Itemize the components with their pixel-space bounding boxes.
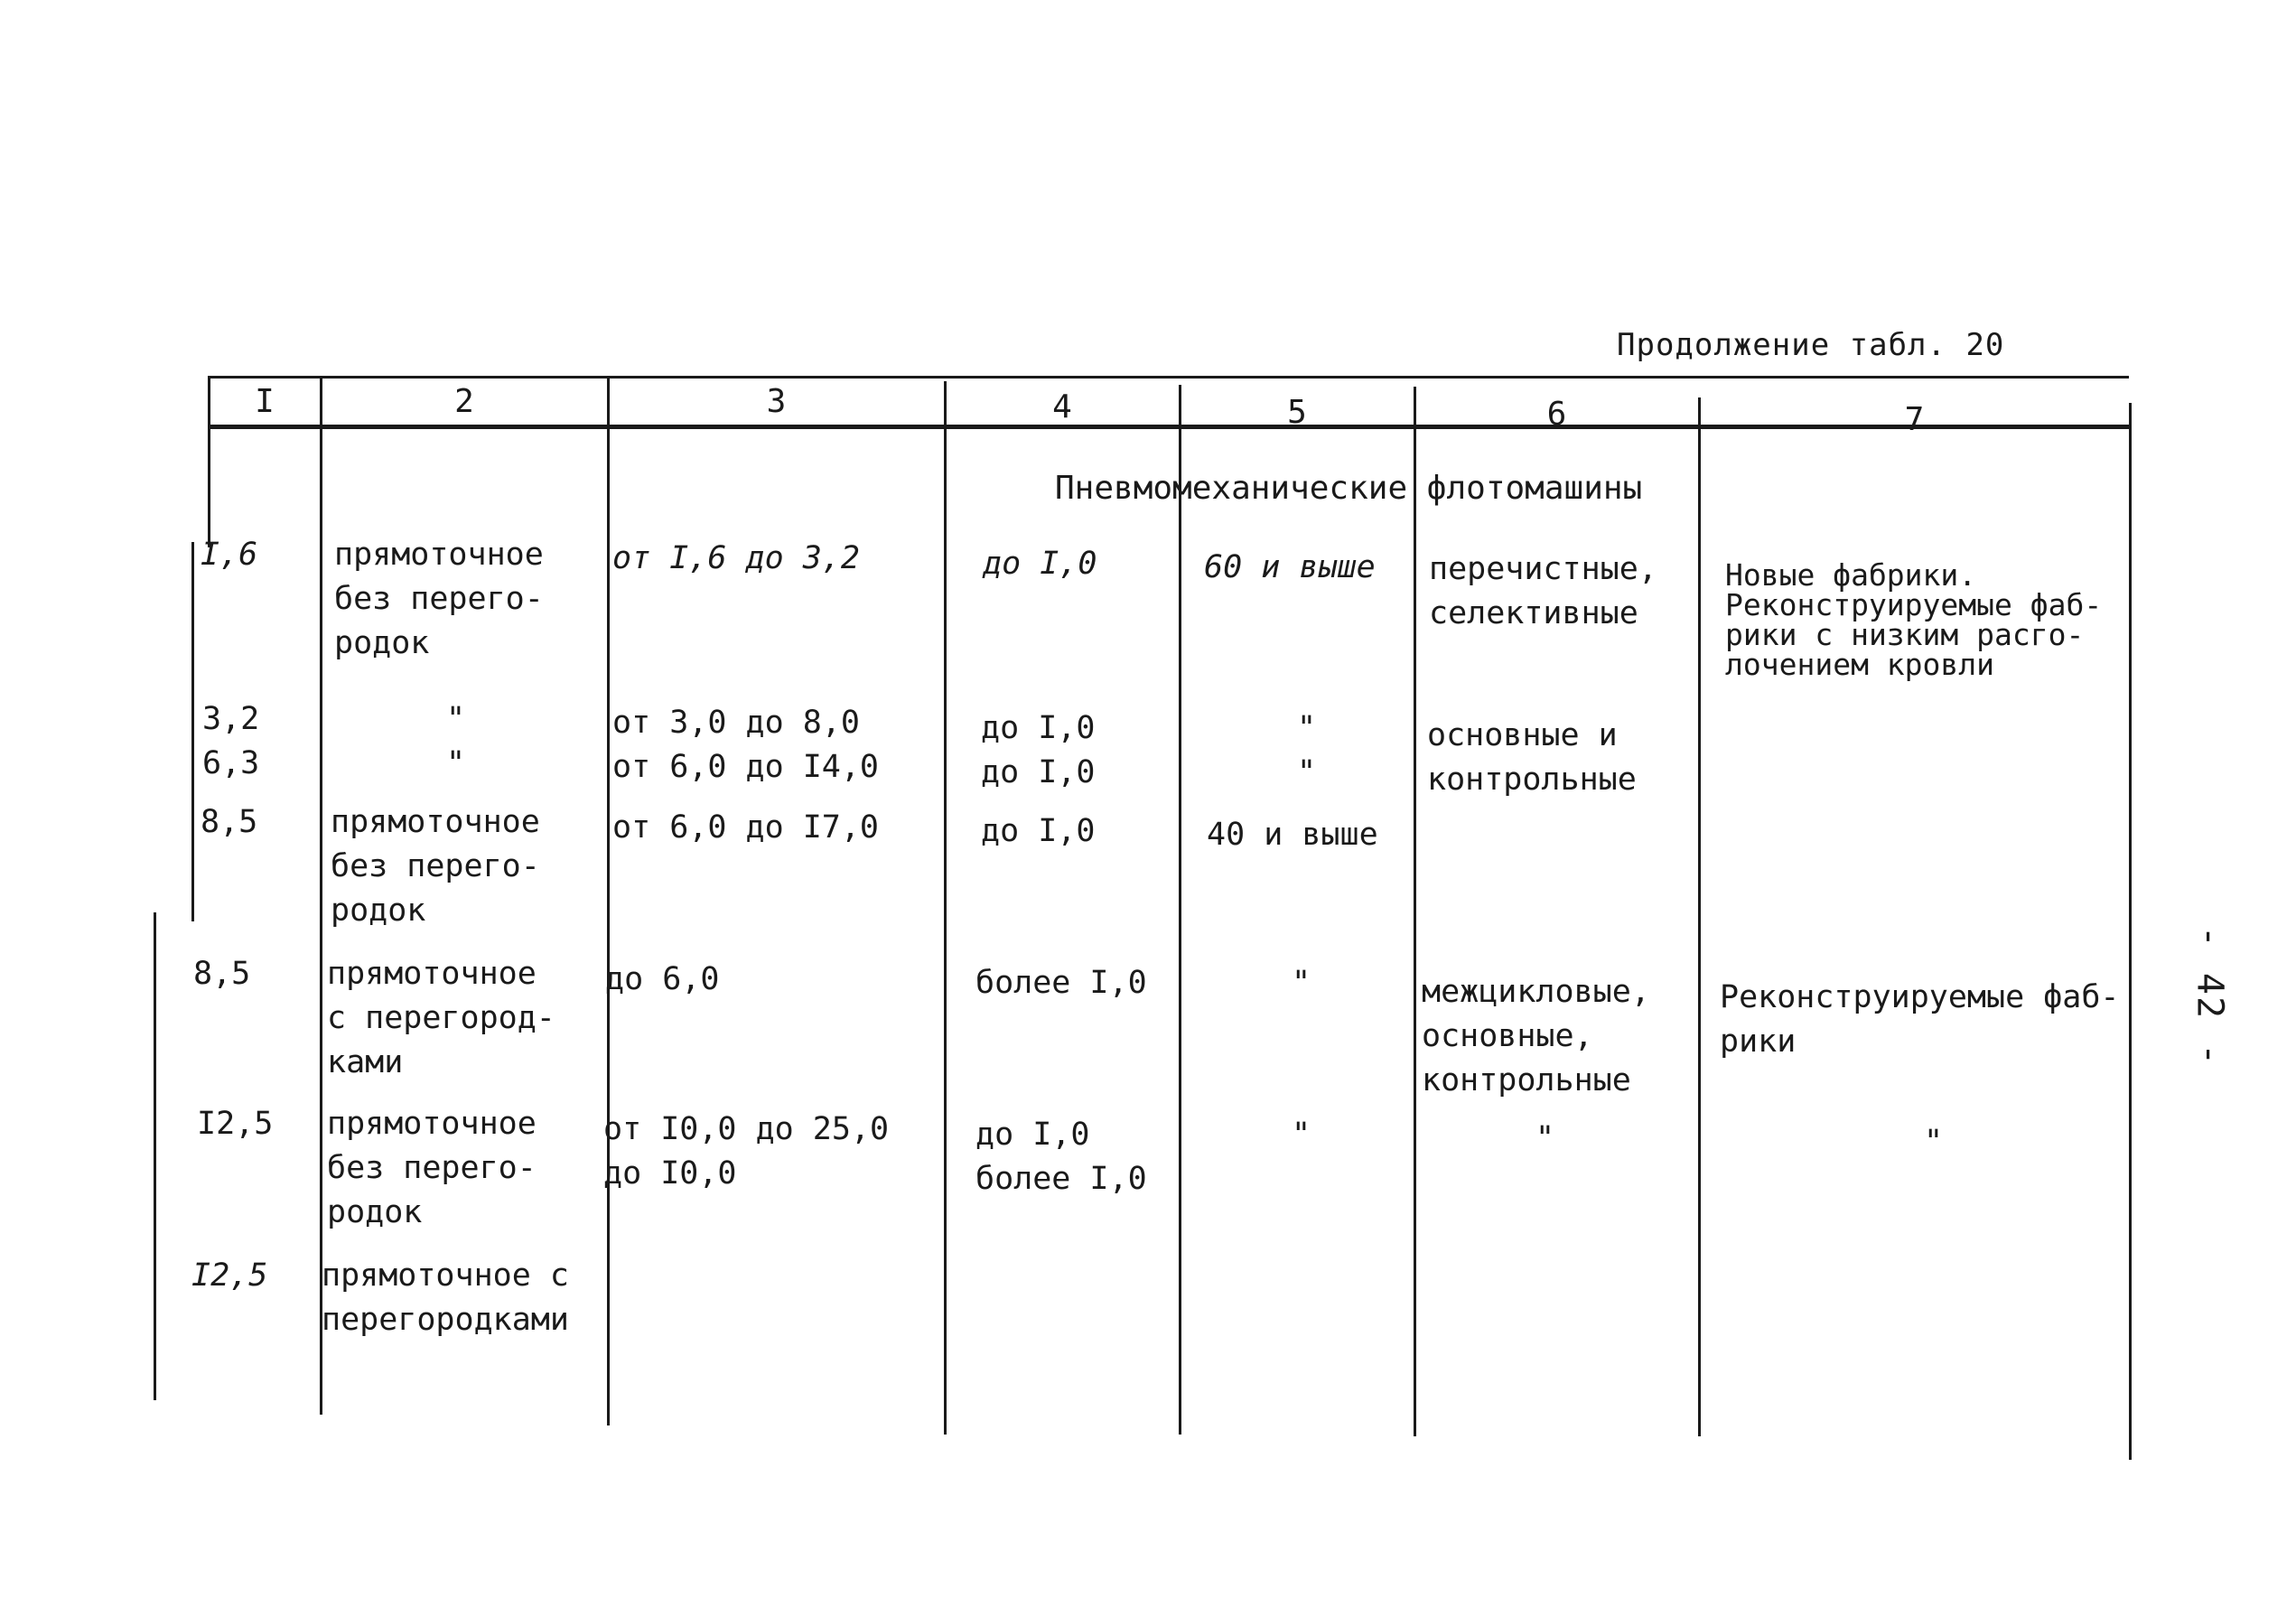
row5-col1: I2,5 (197, 1106, 274, 1142)
row5-col4: до I,0 более I,0 (975, 1117, 1147, 1197)
table-top-rule (210, 376, 2129, 379)
section-title: Пневмомеханические флотомашины (1055, 470, 1643, 507)
column-border-2 (607, 378, 610, 1425)
row5-col5: " (1292, 1117, 1311, 1153)
column-border-6 (1698, 397, 1701, 1436)
row2-col6: основные и контрольные (1427, 717, 1637, 798)
row2-col3: от 3,0 до 8,0 от 6,0 до I4,0 (612, 705, 880, 785)
row6-col1: I2,5 (191, 1257, 268, 1294)
column-border-0b (191, 542, 194, 921)
row1-col5: 60 и выше (1204, 549, 1376, 585)
column-header-5: 5 (1287, 394, 1307, 431)
row2-col5: " " (1297, 710, 1317, 790)
column-border-0c (154, 912, 156, 1400)
row3-col5: 40 и выше (1207, 817, 1378, 853)
column-header-6: 6 (1546, 396, 1567, 433)
row4-col1: 8,5 (193, 956, 251, 992)
row5-col2: прямоточное без перего- родок (327, 1106, 537, 1230)
column-header-4: 4 (1052, 388, 1072, 425)
column-header-1: I (255, 383, 275, 420)
row1-col3: от I,6 до 3,2 (612, 540, 860, 576)
table-caption: Продолжение табл. 20 (1617, 327, 2005, 363)
row1-col1: I,6 (201, 537, 258, 573)
row3-col4: до I,0 (981, 813, 1096, 849)
row6-col2: прямоточное с перегородками (322, 1257, 569, 1338)
column-header-7: 7 (1904, 401, 1925, 438)
row4-col7: Реконструируемые фаб- рики (1720, 979, 2120, 1060)
row4-col5: " (1292, 965, 1311, 1001)
row3-col1: 8,5 (201, 804, 258, 840)
column-border-3 (944, 381, 947, 1435)
row5-col7: " (1924, 1124, 1944, 1160)
row3-col3: от 6,0 до I7,0 (612, 809, 880, 846)
row1-col2: прямоточное без перего- родок (334, 537, 544, 661)
column-header-2: 2 (454, 383, 474, 420)
row2-col1: 3,2 6,3 (202, 701, 260, 781)
row3-col2: прямоточное без перего- родок (331, 804, 540, 929)
row1-col6: перечистные, селективные (1429, 551, 1657, 631)
row5-col6: " (1535, 1120, 1555, 1156)
column-border-5 (1414, 387, 1416, 1436)
row4-col2: прямоточное с перегород- ками (327, 956, 555, 1080)
row1-col7: Новые фабрики. Реконструируемые фаб- рики с низким расго- лочением кровли (1725, 557, 2103, 682)
row4-col4: более I,0 (975, 965, 1147, 1001)
column-border-4 (1179, 385, 1181, 1435)
column-header-3: 3 (766, 383, 787, 420)
row1-col4: до I,0 (983, 546, 1097, 582)
row5-col3: от I0,0 до 25,0 до I0,0 (603, 1111, 890, 1192)
row4-col3: до 6,0 (605, 961, 720, 997)
page-number: - 42 - (2189, 925, 2231, 1068)
row4-col6: межцикловые, основные, контрольные (1422, 974, 1650, 1098)
column-border-7 (2129, 403, 2132, 1460)
row2-col4: до I,0 до I,0 (981, 710, 1096, 790)
row2-col2: " " (446, 701, 466, 781)
